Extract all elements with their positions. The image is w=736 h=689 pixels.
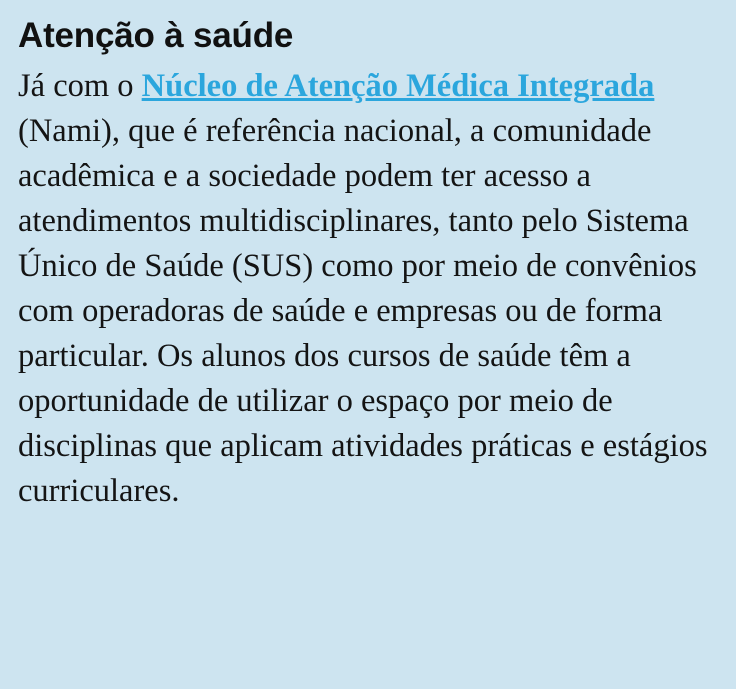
article-paragraph [18,64,718,514]
page-title: Atenção à saúde [18,16,294,55]
paragraph-text-after-link: (Nami), que é referência nacional, a comunidade acadêmica e a sociedade podem ter acesso a atendimentos multidisciplinares, tanto pelo Sistema Único de Saúde (SUS) como por meio de convênios com operadoras de saúde e empresas ou de forma particular. Os alunos dos cursos de saúde têm a oportunidade de utilizar o espaço por meio de disciplinas que aplicam atividades práticas e estágios curriculares. [18,113,708,510]
nami-link[interactable]: Núcleo de Atenção Médica Integrada [141,68,655,105]
paragraph-text-before-link: Já com o [18,68,142,105]
